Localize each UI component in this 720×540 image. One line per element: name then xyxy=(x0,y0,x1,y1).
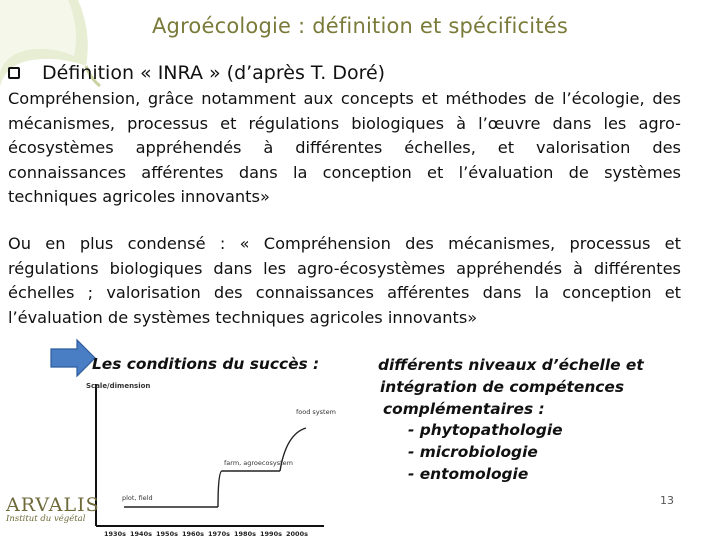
level-farm: farm, agroecosystem xyxy=(224,459,293,467)
arvalis-logo xyxy=(6,494,100,524)
definition-heading xyxy=(8,62,385,84)
decade-1950s: 1950s xyxy=(156,530,178,538)
condensed-paragraph: Ou en plus condensé : « Compréhension des mécanismes, processus et régulations biologiques dans les agro-écosystèmes appréhendés à différentes échelles ; valorisation des connaissances afférentes dans la conception et l’évaluation de systèmes techniques agricoles innovants» xyxy=(8,234,681,327)
condition-line: - entomologie xyxy=(408,464,529,483)
decade-1940s: 1940s xyxy=(130,530,152,538)
level-plot: plot, field xyxy=(122,494,153,502)
logo-subtitle: Institut du végétal xyxy=(6,514,86,524)
square-bullet-icon xyxy=(8,67,20,79)
blue-arrow-icon xyxy=(49,338,97,378)
curve-plot-farm xyxy=(218,471,222,507)
condition-line: - microbiologie xyxy=(408,443,538,462)
condition-line: - phytopathologie xyxy=(408,421,563,440)
definition-paragraph: Compréhension, grâce notamment aux concepts et méthodes de l’écologie, des mécanismes, processus et régulations biologiques à l’œuvre dans les agro-écosystèmes appréhendés à différentes échelles, et valorisation des connaissances afférentes dans la conception et l’évaluation de systèmes techniques agricoles innovants» xyxy=(8,89,681,207)
condition-line: intégration de compétences xyxy=(380,377,625,396)
conditions-title: Les conditions du succès : xyxy=(92,355,320,373)
condition-line: différents niveaux d’échelle et xyxy=(378,356,644,374)
conditions-list xyxy=(378,355,644,486)
decade-1990s: 1990s xyxy=(260,530,282,538)
logo-name: ARVALIS xyxy=(6,494,100,516)
level-food: food system xyxy=(296,408,336,416)
decade-1980s: 1980s xyxy=(234,530,256,538)
slide-title: Agroécologie : définition et spécificités xyxy=(151,14,569,38)
decade-2000s: 2000s xyxy=(286,530,308,538)
decade-1970s: 1970s xyxy=(208,530,230,538)
condition-line: complémentaires : xyxy=(383,399,545,418)
decade-ticks xyxy=(104,530,308,538)
y-axis-label: Scale/dimension xyxy=(86,382,151,390)
decade-1930s: 1930s xyxy=(104,530,126,538)
scale-timeline-diagram xyxy=(84,376,374,540)
decade-1960s: 1960s xyxy=(182,530,204,538)
definition-heading-text: Définition « INRA » (d’après T. Doré) xyxy=(42,62,386,84)
page-number: 13 xyxy=(660,494,674,507)
